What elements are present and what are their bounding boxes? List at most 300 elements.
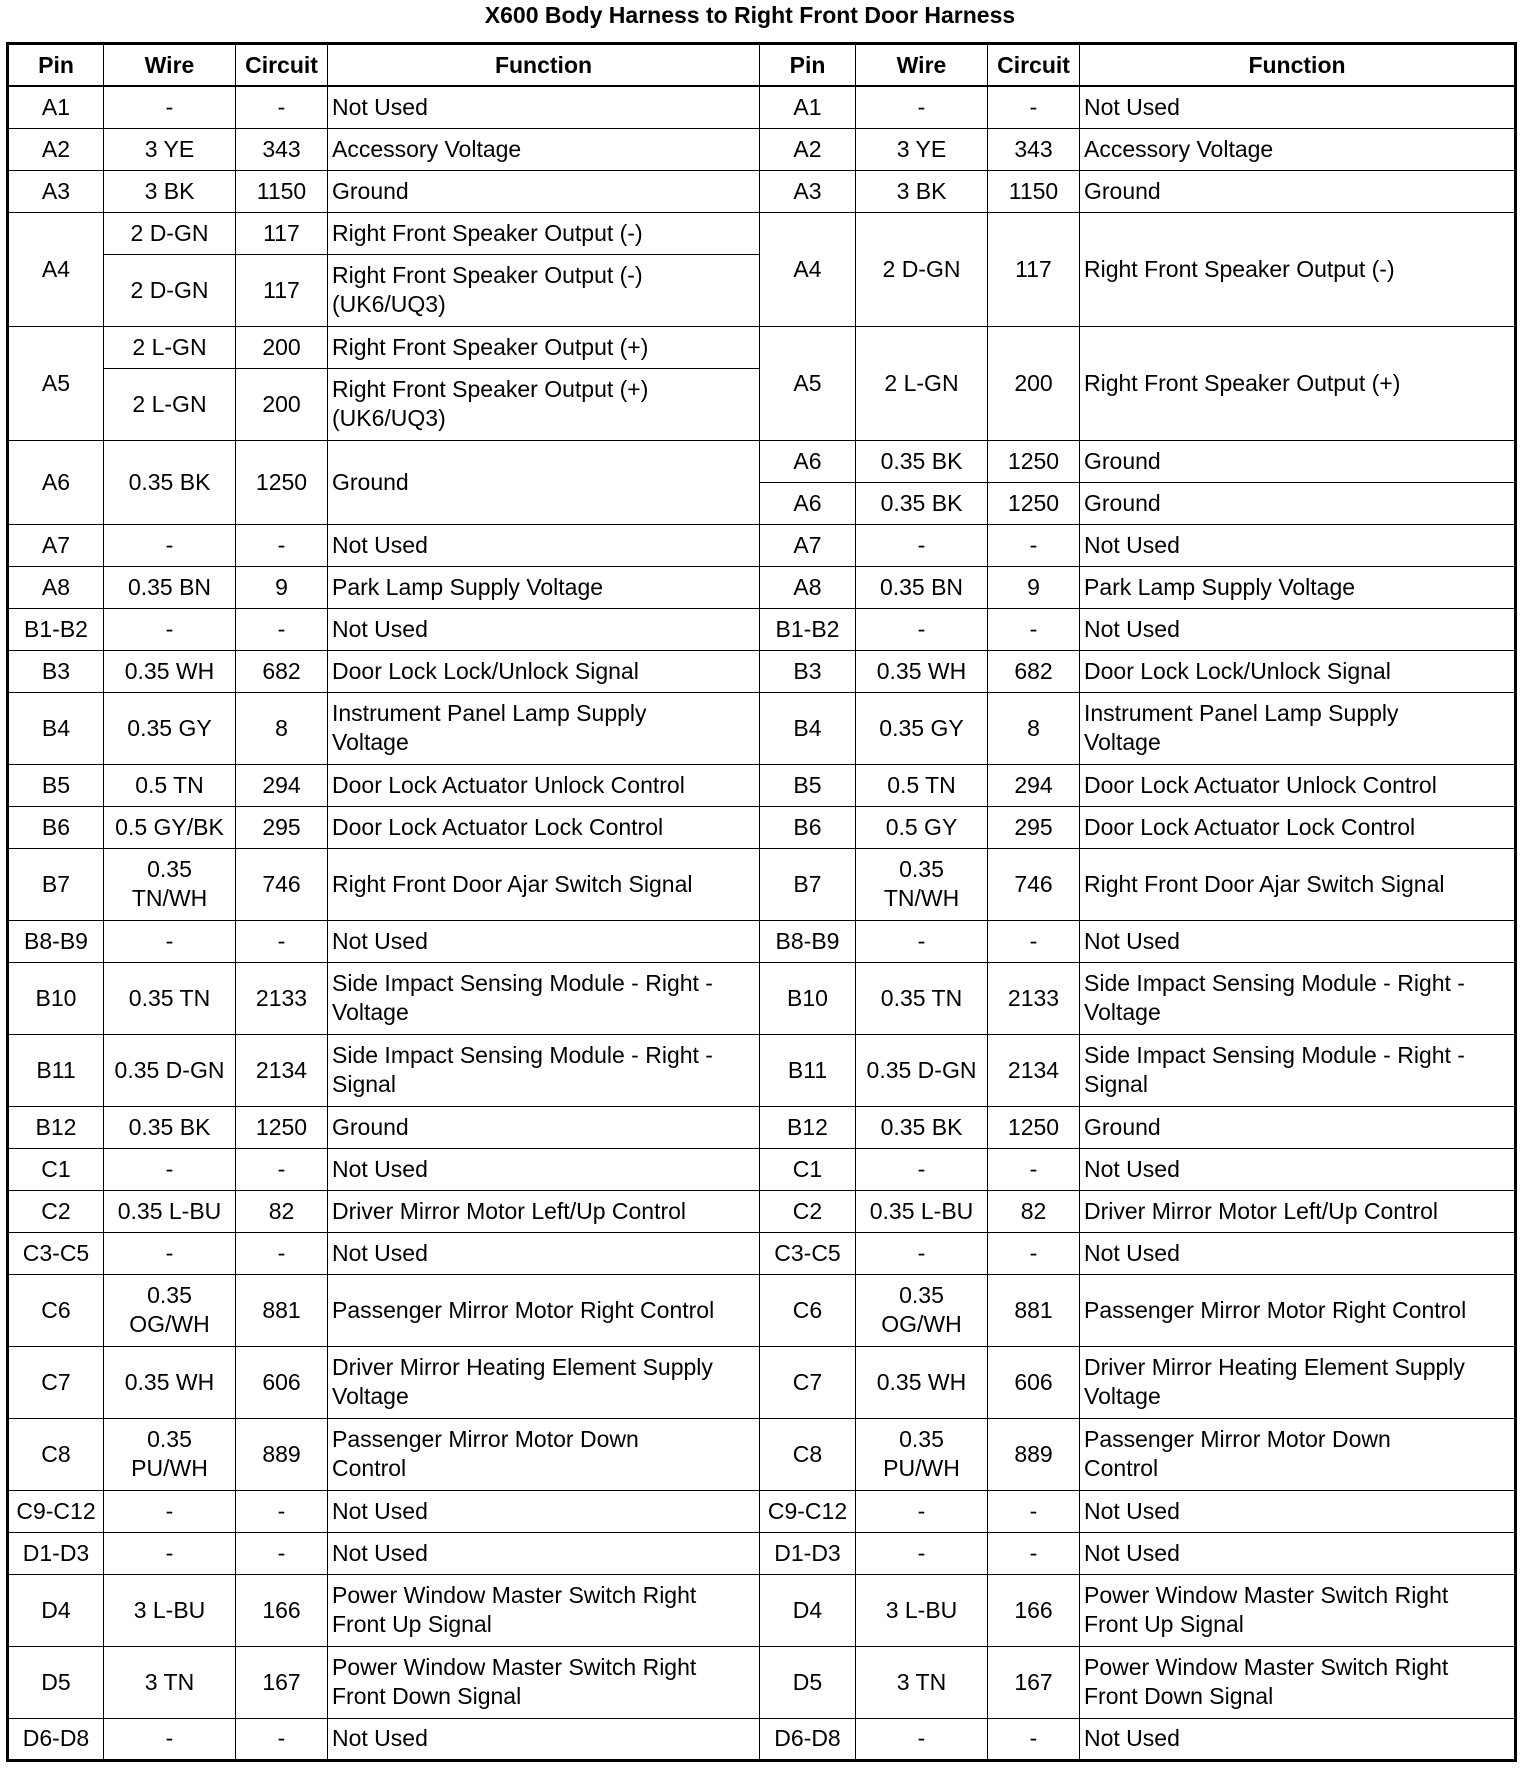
wire-cell: 0.35 WH [856,1346,988,1418]
pin-cell: B6 [760,806,856,848]
pin-cell: A4 [760,212,856,326]
wire-cell: 0.35 GY [104,692,236,764]
function-cell [1080,1346,1516,1418]
wire-cell: 3 TN [856,1646,988,1718]
function-cell: Passenger Mirror Motor Right Control [328,1274,760,1346]
pin-cell: B5 [760,764,856,806]
function-cell: Not Used [1080,1490,1516,1532]
circuit-cell: 682 [988,650,1080,692]
circuit-cell: 2134 [236,1034,328,1106]
table-row [8,1418,1516,1490]
pin-cell: B7 [760,848,856,920]
function-line: Right Front Speaker Output (-) [332,262,643,288]
function-cell: Not Used [328,1718,760,1760]
function-line: Front Up Signal [1084,1611,1244,1637]
function-line: Control [1084,1455,1159,1481]
pin-cell: A6 [760,440,856,482]
function-cell [1080,1646,1516,1718]
circuit-cell: 9 [988,566,1080,608]
wire-cell: - [104,1532,236,1574]
wire-line: PU/WH [131,1455,208,1481]
pin-cell: B5 [8,764,104,806]
wire-cell: 2 D-GN [104,254,236,326]
function-cell: Passenger Mirror Motor Right Control [1080,1274,1516,1346]
wire-cell: 3 BK [856,170,988,212]
function-cell [1080,962,1516,1034]
function-line: (UK6/UQ3) [332,405,446,431]
wire-cell: 0.35 WH [104,1346,236,1418]
document-title: X600 Body Harness to Right Front Door Harness [484,2,1016,28]
circuit-cell: 889 [236,1418,328,1490]
function-line: Voltage [332,1383,409,1409]
wire-cell: 2 L-GN [104,326,236,368]
function-cell: Right Front Speaker Output (+) [328,326,760,368]
wire-cell: - [104,608,236,650]
function-cell [1080,1418,1516,1490]
wire-cell: 0.35 L-BU [104,1190,236,1232]
function-line: Front Down Signal [1084,1683,1274,1709]
circuit-cell: 1250 [236,440,328,524]
circuit-cell: 746 [236,848,328,920]
wire-cell: 0.5 GY [856,806,988,848]
header-wire: Wire [856,44,988,87]
wire-cell: - [856,1232,988,1274]
wire-cell: 0.35 D-GN [856,1034,988,1106]
circuit-cell: 8 [988,692,1080,764]
circuit-cell: 167 [988,1646,1080,1718]
page [6,0,1514,1762]
header-function: Function [1080,44,1516,87]
wire-cell [104,848,236,920]
wire-cell [856,1274,988,1346]
header-pin: Pin [760,44,856,87]
wire-cell: - [856,524,988,566]
wire-cell: 3 L-BU [104,1574,236,1646]
wire-cell: 0.35 WH [104,650,236,692]
circuit-cell: - [236,1148,328,1190]
pin-cell: C7 [760,1346,856,1418]
function-cell: Door Lock Lock/Unlock Signal [328,650,760,692]
pin-cell: B1-B2 [760,608,856,650]
pin-cell: A3 [8,170,104,212]
circuit-cell: 1150 [236,170,328,212]
pin-cell: A6 [760,482,856,524]
function-line: Front Down Signal [332,1683,522,1709]
pin-cell: B10 [760,962,856,1034]
circuit-cell: 746 [988,848,1080,920]
wire-line: 0.35 [899,856,944,882]
function-line: Instrument Panel Lamp Supply [1084,700,1399,726]
function-line: Voltage [1084,1383,1161,1409]
wire-cell: 0.35 GY [856,692,988,764]
table-row [8,1646,1516,1718]
table-row [8,806,1516,848]
pin-cell: B7 [8,848,104,920]
pin-cell: B3 [760,650,856,692]
table-row [8,128,1516,170]
function-line: Side Impact Sensing Module - Right - [1084,1042,1465,1068]
circuit-cell: - [988,1148,1080,1190]
pin-cell: D5 [8,1646,104,1718]
pin-cell: D5 [760,1646,856,1718]
circuit-cell: 1150 [988,170,1080,212]
wire-cell: - [104,1232,236,1274]
circuit-cell: - [236,608,328,650]
function-line: Power Window Master Switch Right [332,1582,697,1608]
table-row [8,524,1516,566]
pin-cell: D6-D8 [8,1718,104,1760]
pin-cell: A8 [760,566,856,608]
pin-cell: A1 [8,86,104,128]
pin-cell: A4 [8,212,104,326]
function-cell: Right Front Speaker Output (+) [1080,326,1516,440]
circuit-cell: 117 [988,212,1080,326]
wire-cell: 3 YE [856,128,988,170]
pin-cell: C6 [8,1274,104,1346]
function-cell [328,254,760,326]
pin-cell: D6-D8 [760,1718,856,1760]
header-pin: Pin [8,44,104,87]
wire-cell: 0.35 BK [856,1106,988,1148]
wire-cell: - [104,1718,236,1760]
wire-cell [104,1274,236,1346]
pin-cell: B8-B9 [8,920,104,962]
circuit-cell: 167 [236,1646,328,1718]
pin-cell: B4 [8,692,104,764]
pin-cell: A2 [760,128,856,170]
circuit-cell: - [236,1718,328,1760]
function-cell: Ground [1080,170,1516,212]
wire-cell: 0.35 BN [856,566,988,608]
pin-cell: A1 [760,86,856,128]
function-cell [328,368,760,440]
function-cell: Not Used [328,524,760,566]
pin-cell: D1-D3 [760,1532,856,1574]
circuit-cell: - [988,608,1080,650]
table-row [8,1232,1516,1274]
table-row [8,1532,1516,1574]
pin-cell: A7 [8,524,104,566]
wire-cell: - [104,524,236,566]
circuit-cell: - [988,86,1080,128]
circuit-cell: - [988,920,1080,962]
function-cell [1080,1034,1516,1106]
circuit-cell: 1250 [988,440,1080,482]
pin-cell: B12 [8,1106,104,1148]
circuit-cell: 682 [236,650,328,692]
function-cell: Park Lamp Supply Voltage [1080,566,1516,608]
pin-cell: B8-B9 [760,920,856,962]
function-line: Voltage [1084,999,1161,1025]
function-cell [328,1418,760,1490]
function-cell [328,1346,760,1418]
wire-cell: 0.35 BK [856,482,988,524]
pin-cell: B10 [8,962,104,1034]
wire-cell: 0.35 D-GN [104,1034,236,1106]
pin-cell: A8 [8,566,104,608]
circuit-cell: 1250 [236,1106,328,1148]
circuit-cell: 9 [236,566,328,608]
harness-table [6,42,1517,1762]
function-line: Power Window Master Switch Right [332,1654,697,1680]
pin-cell: C8 [760,1418,856,1490]
wire-cell: - [856,1718,988,1760]
table-row [8,1574,1516,1646]
circuit-cell: - [236,1232,328,1274]
wire-cell: - [856,1490,988,1532]
circuit-cell: - [988,1718,1080,1760]
wire-line: 0.35 [147,1426,192,1452]
table-row [8,326,1516,368]
circuit-cell: 200 [988,326,1080,440]
wire-cell [856,848,988,920]
header-wire: Wire [104,44,236,87]
circuit-cell: 117 [236,212,328,254]
function-cell: Door Lock Actuator Lock Control [1080,806,1516,848]
circuit-cell: 200 [236,368,328,440]
function-cell [328,1646,760,1718]
wire-cell [856,1418,988,1490]
function-cell: Ground [328,1106,760,1148]
table-row [8,86,1516,128]
pin-cell: D1-D3 [8,1532,104,1574]
header-row [8,44,1516,87]
function-line: Driver Mirror Heating Element Supply [1084,1354,1465,1380]
wire-cell: 0.35 BK [104,440,236,524]
table-row [8,170,1516,212]
function-line: Control [332,1455,407,1481]
table-row [8,1718,1516,1760]
pin-cell: C3-C5 [8,1232,104,1274]
function-cell: Door Lock Actuator Unlock Control [1080,764,1516,806]
circuit-cell: 82 [236,1190,328,1232]
function-line: Power Window Master Switch Right [1084,1582,1449,1608]
function-cell: Ground [1080,482,1516,524]
wire-cell: - [856,1532,988,1574]
table-row [8,440,1516,482]
pin-cell: C2 [8,1190,104,1232]
function-cell [1080,692,1516,764]
function-cell: Not Used [1080,86,1516,128]
function-cell: Ground [1080,440,1516,482]
pin-cell: C7 [8,1346,104,1418]
pin-cell: A3 [760,170,856,212]
function-cell: Not Used [328,1532,760,1574]
circuit-cell: - [236,920,328,962]
circuit-cell: 2134 [988,1034,1080,1106]
wire-cell: 0.35 TN [856,962,988,1034]
wire-cell: 0.5 TN [104,764,236,806]
circuit-cell: 343 [236,128,328,170]
wire-line: 0.35 [147,856,192,882]
circuit-cell: - [236,524,328,566]
function-line: Front Up Signal [332,1611,492,1637]
header-circuit: Circuit [236,44,328,87]
header-circuit: Circuit [988,44,1080,87]
wire-cell: 3 BK [104,170,236,212]
wire-cell: 0.35 WH [856,650,988,692]
circuit-cell: 881 [988,1274,1080,1346]
table-row [8,764,1516,806]
circuit-cell: 82 [988,1190,1080,1232]
circuit-cell: 294 [988,764,1080,806]
function-line: Voltage [332,729,409,755]
function-line: Power Window Master Switch Right [1084,1654,1449,1680]
wire-cell: - [104,1148,236,1190]
function-line: Driver Mirror Heating Element Supply [332,1354,713,1380]
function-cell: Not Used [328,608,760,650]
table-row [8,1148,1516,1190]
function-cell: Not Used [1080,524,1516,566]
circuit-cell: - [236,86,328,128]
pin-cell: C1 [760,1148,856,1190]
function-cell: Not Used [328,1148,760,1190]
wire-line: 0.35 [899,1426,944,1452]
circuit-cell: 343 [988,128,1080,170]
function-cell [328,692,760,764]
wire-cell: 3 L-BU [856,1574,988,1646]
pin-cell: C2 [760,1190,856,1232]
wire-cell: 2 D-GN [104,212,236,254]
circuit-cell: 294 [236,764,328,806]
circuit-cell: - [236,1490,328,1532]
table-row [8,848,1516,920]
function-line: Passenger Mirror Motor Down [1084,1426,1391,1452]
function-line: Side Impact Sensing Module - Right - [332,1042,713,1068]
pin-cell: B4 [760,692,856,764]
pin-cell: C9-C12 [760,1490,856,1532]
function-cell: Not Used [328,1490,760,1532]
table-row [8,692,1516,764]
table-row [8,1490,1516,1532]
pin-cell: B6 [8,806,104,848]
wire-cell: 0.5 GY/BK [104,806,236,848]
pin-cell: D4 [8,1574,104,1646]
circuit-cell: - [988,524,1080,566]
wire-cell: - [856,86,988,128]
circuit-cell: - [988,1532,1080,1574]
circuit-cell: 606 [988,1346,1080,1418]
wire-cell: 0.35 BK [104,1106,236,1148]
wire-cell: 3 YE [104,128,236,170]
function-cell: Right Front Door Ajar Switch Signal [1080,848,1516,920]
wire-cell: 0.5 TN [856,764,988,806]
circuit-cell: 2133 [236,962,328,1034]
function-cell: Door Lock Lock/Unlock Signal [1080,650,1516,692]
function-cell: Driver Mirror Motor Left/Up Control [1080,1190,1516,1232]
function-cell: Right Front Speaker Output (-) [1080,212,1516,326]
function-cell: Not Used [328,1232,760,1274]
circuit-cell: 1250 [988,482,1080,524]
function-line: Right Front Speaker Output (+) [332,376,649,402]
pin-cell: A5 [8,326,104,440]
function-cell: Right Front Door Ajar Switch Signal [328,848,760,920]
circuit-cell: 295 [236,806,328,848]
function-cell: Not Used [1080,1148,1516,1190]
wire-line: 0.35 [899,1282,944,1308]
table-row [8,1274,1516,1346]
table-row [8,1106,1516,1148]
circuit-cell: 295 [988,806,1080,848]
function-cell: Not Used [1080,1718,1516,1760]
circuit-cell: - [988,1232,1080,1274]
function-cell: Accessory Voltage [1080,128,1516,170]
wire-cell: - [104,920,236,962]
function-line: Side Impact Sensing Module - Right - [332,970,713,996]
function-line: Passenger Mirror Motor Down [332,1426,639,1452]
circuit-cell: - [988,1490,1080,1532]
wire-line: TN/WH [883,885,960,911]
pin-cell: C1 [8,1148,104,1190]
function-cell: Not Used [328,920,760,962]
wire-line: PU/WH [883,1455,960,1481]
function-cell: Accessory Voltage [328,128,760,170]
function-cell [328,1034,760,1106]
table-row [8,962,1516,1034]
wire-cell: 2 L-GN [856,326,988,440]
pin-cell: A2 [8,128,104,170]
function-line: Instrument Panel Lamp Supply [332,700,647,726]
function-cell: Not Used [1080,1232,1516,1274]
function-cell: Not Used [1080,920,1516,962]
wire-cell: - [856,608,988,650]
wire-cell: 0.35 L-BU [856,1190,988,1232]
function-cell: Right Front Speaker Output (-) [328,212,760,254]
pin-cell: C9-C12 [8,1490,104,1532]
pin-cell: B1-B2 [8,608,104,650]
wire-cell: 3 TN [104,1646,236,1718]
wire-cell: 0.35 TN [104,962,236,1034]
table-row [8,212,1516,254]
pin-cell: A7 [760,524,856,566]
header-function: Function [328,44,760,87]
pin-cell: C3-C5 [760,1232,856,1274]
table-row [8,920,1516,962]
function-cell [1080,1574,1516,1646]
function-cell: Ground [1080,1106,1516,1148]
circuit-cell: 200 [236,326,328,368]
pin-cell: B3 [8,650,104,692]
wire-line: OG/WH [881,1311,962,1337]
pin-cell: B12 [760,1106,856,1148]
circuit-cell: 889 [988,1418,1080,1490]
wire-line: OG/WH [129,1311,210,1337]
wire-cell: - [856,1148,988,1190]
table-row [8,650,1516,692]
function-cell: Door Lock Actuator Unlock Control [328,764,760,806]
function-cell: Not Used [328,86,760,128]
circuit-cell: 881 [236,1274,328,1346]
function-cell: Park Lamp Supply Voltage [328,566,760,608]
pin-cell: D4 [760,1574,856,1646]
table-row [8,566,1516,608]
wire-line: 0.35 [147,1282,192,1308]
wire-cell: 0.35 BK [856,440,988,482]
function-line: Signal [1084,1071,1148,1097]
circuit-cell: 8 [236,692,328,764]
function-cell: Ground [328,440,760,524]
function-cell [328,1574,760,1646]
table-row [8,608,1516,650]
circuit-cell: 117 [236,254,328,326]
pin-cell: B11 [8,1034,104,1106]
function-cell: Ground [328,170,760,212]
wire-cell: - [104,1490,236,1532]
pin-cell: B11 [760,1034,856,1106]
function-line: (UK6/UQ3) [332,291,446,317]
table-row [8,1190,1516,1232]
circuit-cell: 166 [236,1574,328,1646]
